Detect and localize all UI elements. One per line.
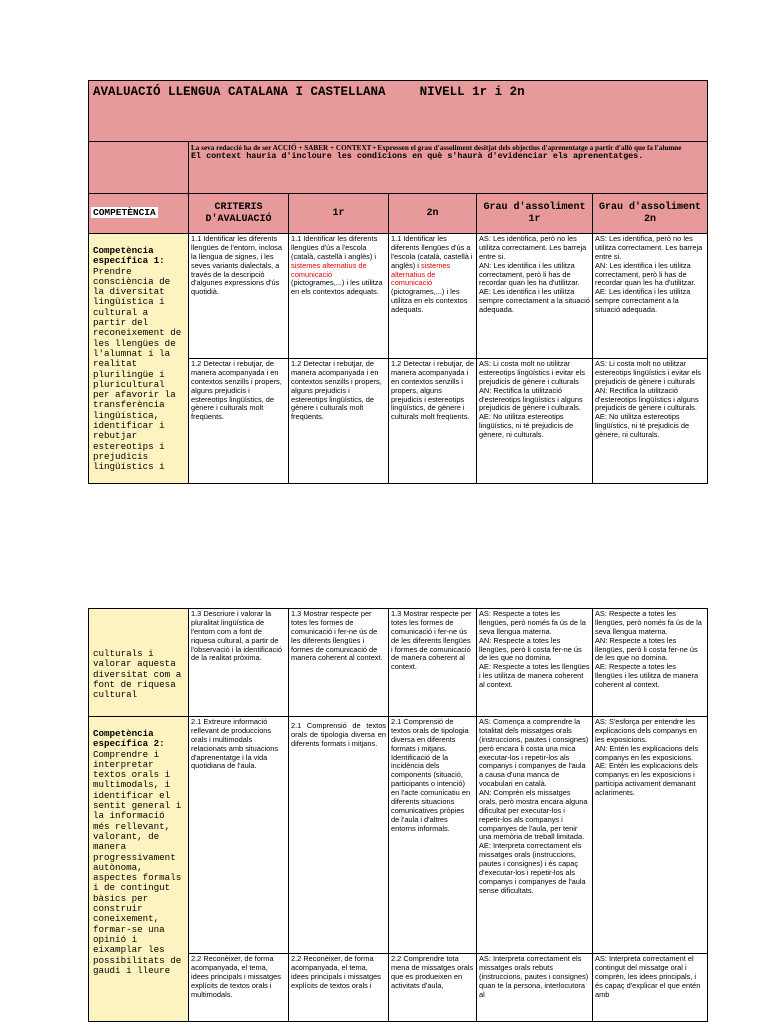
header-1r: 1r xyxy=(289,194,389,234)
title-cell xyxy=(89,81,708,142)
grau-2n-1-1: AS: Les identifica, però no les utilitza correctament. Les barreja entre si. AN: Les identifica i les utilitza correctament, però li has de recordar quan les ha d'utilitzar. AE: Les identifica i les utilitza sempre correctament a la situació adequada. xyxy=(593,234,708,359)
level-1r-2-2: 2.2 Reconèixer, de forma acompanyada, el tema, idees principals i missatges explícits de textos orals i xyxy=(289,954,389,1022)
header-competencia: COMPETÈNCIA xyxy=(89,194,189,234)
competence-title-2: Competència específica 2: xyxy=(93,728,165,750)
level-1r-1-3: 1.3 Mostrar respecte per totes les formes de comunicació i fer-ne ús de les diferents llengües i formes de comunicació de manera coherent al context. xyxy=(289,609,389,717)
level-1r-1-1: 1.1 Identificar les diferents llengües d'ús a l'escola (català, castellà i anglès) i sistemes alternatius de comunicació (pictogrames,...) i les utilitza en els contextos adequats. xyxy=(289,234,389,359)
competence-cell-2 xyxy=(89,717,189,1022)
competence-cell-continued: culturals i valorar aquesta diversitat com a font de riquesa cultural xyxy=(89,609,189,717)
level-2n-2-2: 2.2 Comprendre tota mena de missatges orals que es produeixen en activitats d'aula, xyxy=(389,954,477,1022)
level-1r-1-2: 1.2 Detectar i rebutjar, de manera acompanyada i en contextos senzills i propers, alguns prejudicis i estereotips lingüístics, de gènere i culturals molt freqüents. xyxy=(289,359,389,484)
criteri-1-1: 1.1 Identificar les diferents llengües de l'entorn, inclosa la llengua de signes, i les seves variants dialectals, a través de la descripció d'algunes expressions d'ús quotidià. xyxy=(189,234,289,359)
header-2n: 2n xyxy=(389,194,477,234)
intro-line-1: La seva redacció ha de ser ACCIÓ + SABER + CONTEXT • Expressen el grau d'assoliment desitjat dels objectius d'aprenentatge a partir d'allò que fa l'alumne xyxy=(191,144,682,152)
grau-2n-2-1: AS: S'esforça per entendre les explicacions dels companys en les exposicions. AN: Entén les explicacions dels companys en les exposicions. AE: Entén les explicacions dels companys en les exposicions i participa activament demanant aclariments. xyxy=(593,717,708,954)
competence-text: Prendre consciència de la diversitat lingüística i cultural a partir del reconeixement de les llengües de l'alumnat i la realitat plurilingüe i pluricultural per afavorir la transferència lingüística, identificar i rebutjar estereotips i prejudicis lingüístics i xyxy=(93,265,182,473)
grau-2n-1-2: AS: Li costa molt no utilitzar estereotips lingüístics i evitar els prejudicis de gènere i culturals AN: Rectifica la utilització d'estereotips lingüístics i alguns prejudicis de gènere i culturals. AE: No utilitza estereotips lingüístics, ni té prejudicis de gènere, ni culturals. xyxy=(593,359,708,484)
grau-2n-1-3: AS: Respecte a totes les llengües, però només fa ús de la seva llengua materna. AN: Respecte a totes les llengües, però li costa fer-ne ús de les que no domina. AE: Respecte a totes les llengües i les utilitza de manera coherent al context. xyxy=(593,609,708,717)
criteri-1-3: 1.3 Descriure i valorar la pluralitat lingüística de l'entorn com a font de riquesa cultural, a partir de l'observació i la identificació de la realitat pròxima. xyxy=(189,609,289,717)
intro-line-2: El context hauria d'incloure les condicions en què s'haurà d'evidenciar els aprenentatges. xyxy=(191,151,644,162)
grau-1r-2-1: AS: Comença a comprendre la totalitat dels missatges orals (instruccions, pautes i consignes) però encara li costa una mica executar-los i repetir-los als companys i companyes de l'aula a causa d'una manca de vocabulari en català. AN: Comprèn els missatges orals, però mostra encara alguna dificultat per executar-los i repetir-los als companys i companyes de l'aula, per tenir una memòria de treball limitada. AE: Interpreta correctament els missatges orals (instruccions, pautes i consignes) i és capaç d'executar-los i repetir-los als companys i companyes de l'aula sense dificultats. xyxy=(477,717,593,954)
grau-1r-1-2: AS: Li costa molt no utilitzar estereotips lingüístics i evitar els prejudicis de gènere i culturals AN: Rectifica la utilització d'estereotips lingüístics i alguns prejudicis de gènere i culturals. AE: No utilitza estereotips lingüístics, ni té prejudicis de gènere, ni culturals. xyxy=(477,359,593,484)
criteri-1-2: 1.2 Detectar i rebutjar, de manera acompanyada i en contextos senzills i propers, alguns prejudicis i estereotips lingüístics, de gènere i culturals molt freqüents. xyxy=(189,359,289,484)
header-criteris: CRITERIS D'AVALUACIÓ xyxy=(189,194,289,234)
grau-1r-1-1: AS: Les identifica, però no les utilitza correctament. Les barreja entre si. AN: Les identifica i les utilitza correctament, però li has de recordar quan les ha d'utilitzar. AE: Les identifica i les utilitza sempre correctament a la situació adequada. xyxy=(477,234,593,359)
grau-2n-2-2: AS: Interpreta correctament el contingut del missatge oral i comprèn, les idees principals, i és capaç d'explicar el que entén amb xyxy=(593,954,708,1022)
level-2n-2-1: 2.1 Comprensió de textos orals de tipologia diversa en diferents formats i mitjans. Identificació de la incidència dels components (situació, participants o intenció) en l'acte comunicatiu en diferents situacions comunicatives pròpies de l'aula i d'altres entorns informals. xyxy=(389,717,477,954)
competence-text-2: Comprendre i interpretar textos orals i multimodals, i identificar el sentit general i la informació més rellevant, valorant, de manera progressivament autònoma, aspectes formals i de contingut bàsics per construir coneixement, formar-se una opinió i eixamplar les possibilitats de gaudi i lleure xyxy=(93,748,182,976)
level-2n-1-2: 1.2 Detectar i rebutjar, de manera acompanyada i en contextos senzills i propers, alguns prejudicis i estereotips lingüístics, de gènere i culturals molt freqüents. xyxy=(389,359,477,484)
intro-blank-cell xyxy=(89,142,189,194)
intro-cell xyxy=(189,142,708,194)
grau-1r-1-3: AS: Respecte a totes les llengües, però només fa ús de la seva llengua materna. AN: Respecte a totes les llengües, però li costa fer-ne ús de les que no domina. AE: Respecte a totes les llengües i les utilitza de manera coherent al context. xyxy=(477,609,593,717)
level-2n-1-3: 1.3 Mostrar respecte per totes les formes de comunicació i fer-ne ús de les diferents llengües i formes de comunicació de manera coherent al context. xyxy=(389,609,477,717)
competence-cell-1 xyxy=(89,234,189,484)
criteri-2-1: 2.1 Extreure informació rellevant de produccions orals i multimodals relacionats amb situacions d'aprenentatge i la vida quotidiana de l'aula. xyxy=(189,717,289,954)
document-title: AVALUACIÓ LLENGUA CATALANA I CASTELLANA xyxy=(93,85,386,99)
competence-title: Competència específica 1: xyxy=(93,245,165,267)
grau-1r-2-2: AS: Interpreta correctament els missatges orals rebuts (instruccions, pautes i consignes) quan te la persona, interlocutora al xyxy=(477,954,593,1022)
header-grau-2n: Grau d'assoliment 2n xyxy=(593,194,708,234)
level-label: NIVELL 1r i 2n xyxy=(419,85,525,99)
criteri-2-2: 2.2 Reconèixer, de forma acompanyada, el tema, idees principals i missatges explícits de textos orals i multimodals. xyxy=(189,954,289,1022)
evaluation-table-top xyxy=(88,80,708,484)
header-grau-1r: Grau d'assoliment 1r xyxy=(477,194,593,234)
evaluation-table-bottom xyxy=(88,608,708,1022)
level-2n-1-1: 1.1 Identificar les diferents llengües d'ús a l'escola (català, castellà i anglès) i sistemes alternatius de comunicació (pictogrames,...) i les utilitza en els contextos adequats. xyxy=(389,234,477,359)
level-1r-2-1: 2.1 Comprensió de textos orals de tipologia diversa en diferents formats i mitjans. xyxy=(289,717,389,954)
